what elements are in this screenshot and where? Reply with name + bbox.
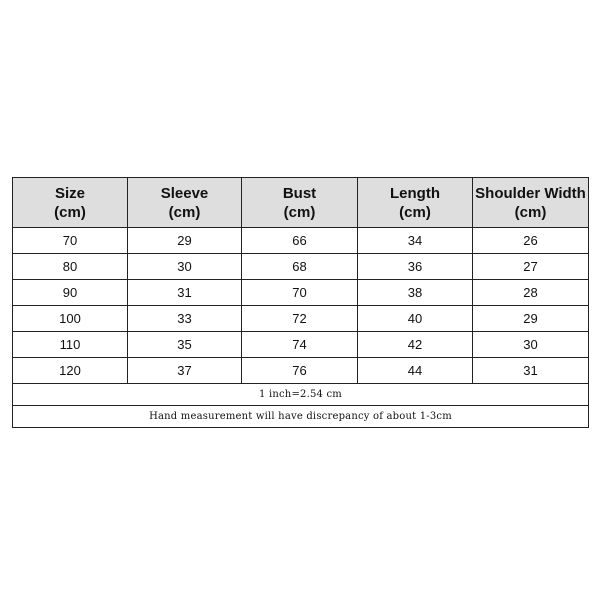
header-size <box>13 178 128 228</box>
table-cell: 90 <box>13 280 128 306</box>
table-cell: 37 <box>128 358 242 384</box>
header-length <box>358 178 473 228</box>
header-size-label: Size <box>54 184 85 202</box>
table-cell: 26 <box>473 228 589 254</box>
table-cell: 34 <box>358 228 473 254</box>
table-cell: 66 <box>242 228 358 254</box>
unit-conversion-note: 1 inch=2.54 cm <box>13 384 589 406</box>
table-cell: 35 <box>128 332 242 358</box>
table-cell: 28 <box>473 280 589 306</box>
table-cell: 30 <box>473 332 589 358</box>
table-cell: 70 <box>242 280 358 306</box>
table-row <box>13 280 589 306</box>
header-sleeve-unit: (cm) <box>168 203 201 221</box>
table-cell: 31 <box>473 358 589 384</box>
table-row <box>13 254 589 280</box>
header-shoulder-width <box>473 178 589 228</box>
table-cell: 29 <box>473 306 589 332</box>
table-cell: 120 <box>13 358 128 384</box>
note-row <box>13 406 589 428</box>
table-row <box>13 228 589 254</box>
table-row <box>13 358 589 384</box>
table-row <box>13 332 589 358</box>
table-cell: 27 <box>473 254 589 280</box>
table-cell: 76 <box>242 358 358 384</box>
table-cell: 44 <box>358 358 473 384</box>
table-cell: 36 <box>358 254 473 280</box>
header-shoulder-width-label: Shoulder Width <box>475 184 586 202</box>
header-bust-unit: (cm) <box>283 203 316 221</box>
table-cell: 38 <box>358 280 473 306</box>
header-bust-label: Bust <box>282 184 317 202</box>
table-row <box>13 306 589 332</box>
note-row <box>13 384 589 406</box>
size-chart-table <box>12 177 589 428</box>
table-cell: 74 <box>242 332 358 358</box>
table-cell: 100 <box>13 306 128 332</box>
table-cell: 33 <box>128 306 242 332</box>
header-row <box>13 178 589 228</box>
table-cell: 31 <box>128 280 242 306</box>
header-shoulder-width-unit: (cm) <box>514 203 547 221</box>
table-cell: 42 <box>358 332 473 358</box>
table-cell: 30 <box>128 254 242 280</box>
header-size-unit: (cm) <box>54 203 86 221</box>
measurement-discrepancy-note: Hand measurement will have discrepancy of about 1-3cm <box>13 406 589 428</box>
header-length-unit: (cm) <box>399 203 431 221</box>
header-length-label: Length <box>390 184 440 202</box>
header-sleeve-label: Sleeve <box>160 184 209 202</box>
table-cell: 68 <box>242 254 358 280</box>
table-cell: 80 <box>13 254 128 280</box>
header-bust <box>242 178 358 228</box>
table-cell: 29 <box>128 228 242 254</box>
table-cell: 72 <box>242 306 358 332</box>
table-cell: 70 <box>13 228 128 254</box>
header-sleeve <box>128 178 242 228</box>
table-cell: 110 <box>13 332 128 358</box>
table-cell: 40 <box>358 306 473 332</box>
